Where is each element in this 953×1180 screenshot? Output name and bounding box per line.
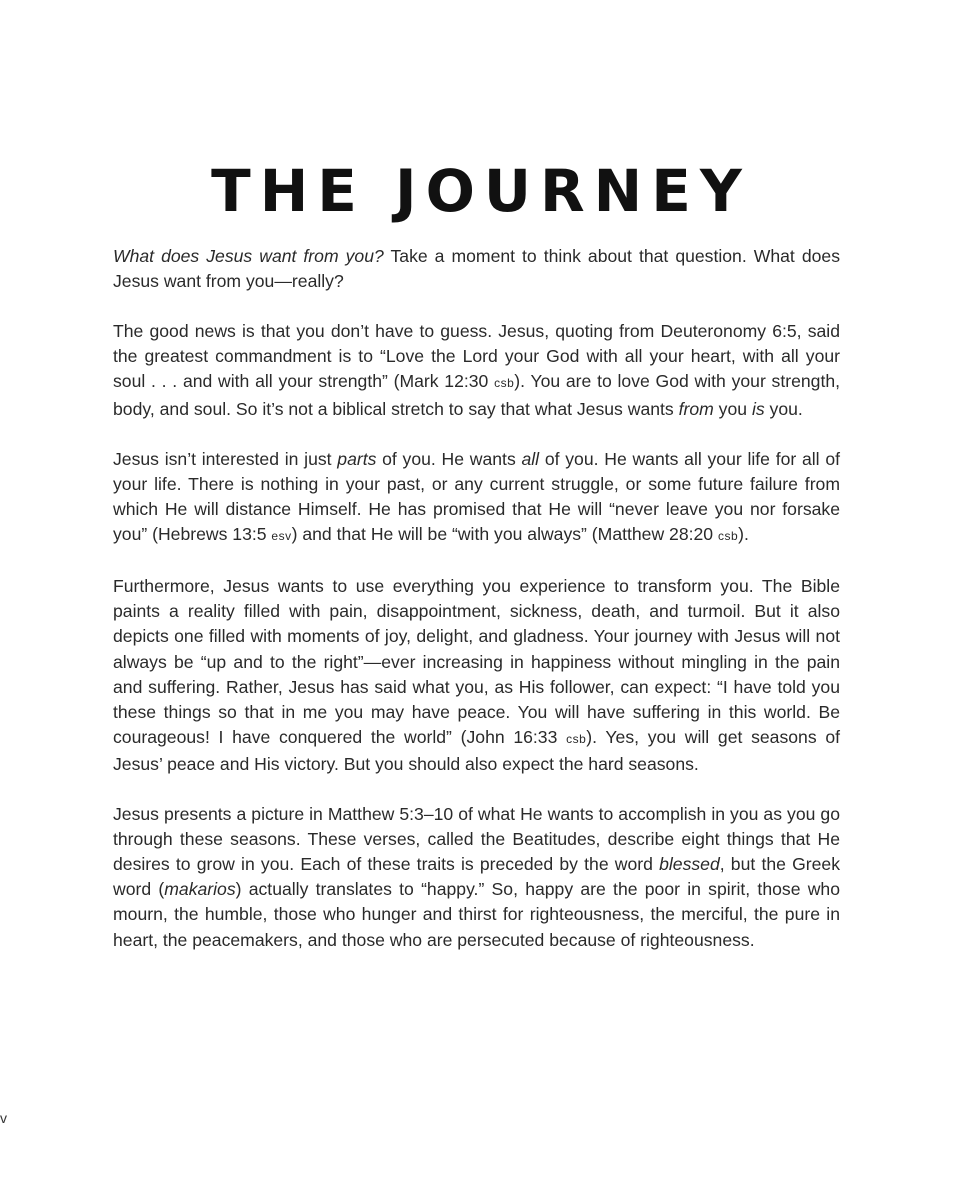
text-run: ). You are to love God with your strength, body, and soul. So it’s not a biblical stretch to say that what Jesus wants bbox=[113, 371, 841, 419]
translation-abbrev: csb bbox=[566, 731, 587, 746]
emphasis: from bbox=[678, 398, 714, 419]
emphasis: all bbox=[521, 448, 540, 469]
translation-abbrev: csb bbox=[494, 376, 515, 391]
emphasis: What does Jesus want from you? bbox=[113, 246, 384, 266]
translation-abbrev: csb bbox=[717, 529, 739, 544]
paragraph bbox=[113, 574, 840, 777]
page-title: THE JOURNEY bbox=[211, 156, 751, 225]
paragraph bbox=[113, 802, 840, 953]
paragraph bbox=[113, 244, 840, 294]
text-run: of you. He wants all your life for all of your life. There is nothing in your past, or any current struggle, or some future failure from which He will distance Himself. He has promised that He will “never leave you nor forsake you” (Hebrews 13:5 bbox=[113, 448, 840, 545]
text-run: ) actually translates to “happy.” So, happy are the poor in spirit, those who mourn, the humble, those who hunger and thirst for righteousness, the merciful, the pure in heart, the peacemakers, and those who are persecuted because of righteousness. bbox=[113, 879, 840, 950]
text-run: , but the Greek word ( bbox=[113, 854, 840, 900]
emphasis: parts bbox=[337, 448, 377, 469]
text-run: Jesus isn’t interested in just bbox=[113, 448, 338, 469]
text-run: Furthermore, Jesus wants to use everything you experience to transform you. The Bible paints a reality filled with pain, disappointment, sickness, death, and turmoil. But it also depicts one filled with moments of joy, delight, and gladness. Your journey with Jesus will not always be “up and to the right”—ever increasing in happiness without mingling in the pain and suffering. Rather, Jesus has said what you, as His follower, can expect: “I have told you these things so that in me you may have peace. You will have suffering in this world. Be courageous! I have conquered the world” (John 16:33 bbox=[113, 576, 840, 747]
text-run: ). Yes, you will get seasons of Jesus’ peace and His victory. But you should also expect the hard seasons. bbox=[113, 726, 841, 774]
text-run: you. bbox=[764, 398, 803, 419]
translation-abbrev: esv bbox=[271, 529, 292, 544]
page-number: v bbox=[0, 1110, 7, 1126]
text-run: Take a moment to think about that question. What does Jesus want from you—really? bbox=[113, 246, 840, 292]
text-run: ). bbox=[738, 524, 749, 545]
text-run: ) and that He will be “with you always” (Matthew 28:20 bbox=[291, 524, 718, 545]
body-text bbox=[113, 244, 840, 953]
text-run: Jesus presents a picture in Matthew 5:3–10 of what He wants to accomplish in you as you go through these seasons. These verses, called the Beatitudes, describe eight things that He desires to grow in you. Each of these traits is preceded by the word bbox=[113, 804, 840, 875]
emphasis: makarios bbox=[164, 879, 236, 900]
text-run: you bbox=[713, 398, 752, 419]
emphasis: is bbox=[751, 398, 765, 419]
text-run: of you. He wants bbox=[376, 448, 522, 469]
text-run: The good news is that you don’t have to guess. Jesus, quoting from Deuteronomy 6:5, said the greatest commandment is to “Love the Lord your God with all your heart, with all your soul . . . and with all your strength” (Mark 12:30 bbox=[113, 321, 840, 392]
emphasis: blessed bbox=[659, 854, 720, 875]
paragraph bbox=[113, 319, 840, 421]
paragraph bbox=[113, 447, 840, 549]
